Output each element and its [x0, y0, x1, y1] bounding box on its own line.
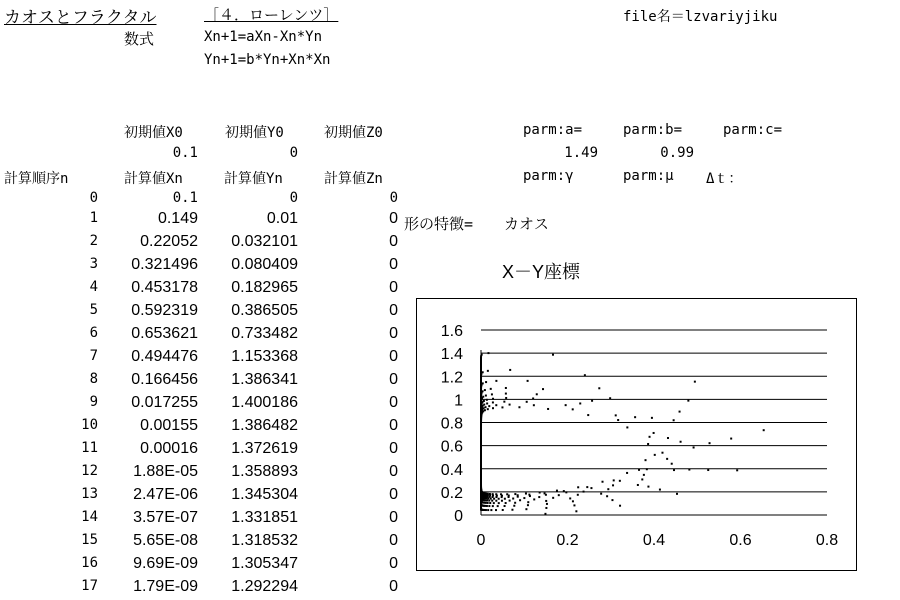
scatter-point: [617, 419, 619, 421]
row-y-cell: 0.032101: [231, 233, 298, 250]
row-n-cell: 7: [89, 348, 98, 364]
scatter-point: [509, 404, 511, 406]
row-z-cell: 0: [389, 210, 398, 227]
scatter-point: [509, 500, 511, 502]
scatter-point: [488, 405, 490, 407]
scatter-point: [634, 416, 636, 418]
scatter-point: [492, 505, 494, 507]
row-y-cell: 1.386482: [231, 417, 298, 434]
scatter-point: [504, 505, 506, 507]
row-n-cell: 12: [81, 463, 98, 479]
scatter-point: [514, 502, 516, 504]
row0-y: 0: [289, 190, 298, 206]
scatter-point: [707, 469, 709, 471]
scatter-point: [492, 407, 494, 409]
scatter-point: [525, 493, 527, 495]
scatter-point: [584, 374, 586, 376]
row-y-cell: 1.153368: [231, 348, 298, 365]
y-tick-label: 0.2: [440, 484, 463, 502]
row-z-cell: 0: [389, 394, 398, 411]
row-n-cell: 13: [81, 486, 98, 502]
scatter-point: [511, 509, 513, 511]
scatter-point: [491, 393, 493, 395]
scatter-point: [626, 426, 628, 428]
row-n-cell: 8: [89, 371, 98, 387]
row-x-cell: 0.017255: [131, 394, 198, 411]
scatter-point: [736, 469, 738, 471]
parm-mu-label: parm:μ: [623, 168, 674, 184]
row-n-cell: 1: [89, 210, 98, 226]
row-x-cell: 0.494476: [131, 348, 198, 365]
scatter-point: [487, 408, 489, 410]
scatter-point: [533, 404, 535, 406]
row0-n: 0: [89, 190, 98, 206]
scatter-point: [517, 494, 519, 496]
scatter-point: [619, 480, 621, 482]
row-x-cell: 0.453178: [131, 279, 198, 296]
scatter-point: [485, 509, 487, 511]
scatter-point: [569, 497, 571, 499]
row-z-cell: 0: [389, 302, 398, 319]
scatter-point: [659, 489, 661, 491]
scatter-point: [480, 450, 482, 452]
row-n-cell: 15: [81, 532, 98, 548]
formula-label: 数式: [124, 31, 155, 48]
x0-label: 初期値X0: [124, 125, 183, 141]
scatter-point: [647, 443, 649, 445]
scatter-point: [649, 436, 651, 438]
scatter-point: [590, 487, 592, 489]
scatter-point: [487, 370, 489, 372]
scatter-point: [693, 446, 695, 448]
scatter-point: [513, 505, 515, 507]
row-z-cell: 0: [389, 509, 398, 526]
scatter-point: [495, 493, 497, 495]
scatter-point: [539, 492, 541, 494]
scatter-point: [484, 389, 486, 391]
row-y-cell: 1.318532: [231, 532, 298, 549]
row-z-cell: 0: [389, 348, 398, 365]
parm-b-value[interactable]: 0.99: [660, 145, 694, 161]
scatter-point: [577, 486, 579, 488]
scatter-point: [491, 500, 493, 502]
scatter-point: [490, 509, 492, 511]
scatter-point: [542, 388, 544, 390]
scatter-point: [492, 493, 494, 495]
scatter-point: [661, 452, 663, 454]
header-xn: 計算値Xn: [124, 171, 183, 187]
feature-value: カオス: [504, 215, 549, 233]
scatter-point: [647, 486, 649, 488]
scatter-point: [514, 493, 516, 495]
scatter-point: [673, 469, 675, 471]
row-n-cell: 11: [81, 440, 98, 456]
row-x-cell: 1.79E-09: [133, 578, 198, 595]
scatter-point: [615, 414, 617, 416]
scatter-point: [498, 502, 500, 504]
scatter-point: [523, 497, 525, 499]
header-yn: 計算値Yn: [224, 171, 283, 187]
row-n-cell: 14: [81, 509, 98, 525]
row-n-cell: 5: [89, 302, 98, 318]
row-x-cell: 0.321496: [131, 256, 198, 273]
scatter-point: [545, 507, 547, 509]
scatter-point: [486, 499, 488, 501]
scatter-point: [527, 501, 529, 503]
y-tick-label: 0.4: [440, 461, 463, 479]
scatter-point: [505, 393, 507, 395]
row0-z: 0: [389, 190, 398, 206]
scatter-point: [493, 498, 495, 500]
scatter-point: [613, 479, 615, 481]
scatter-point: [626, 472, 628, 474]
scatter-point: [612, 484, 614, 486]
scatter-point: [498, 498, 500, 500]
row-x-cell: 1.88E-05: [133, 463, 198, 480]
parm-gamma-label: parm:γ: [523, 168, 574, 184]
row-z-cell: 0: [389, 463, 398, 480]
scatter-point: [694, 381, 696, 383]
scatter-point: [579, 402, 581, 404]
scatter-point: [485, 406, 487, 408]
scatter-point: [489, 502, 491, 504]
scatter-point: [575, 510, 577, 512]
scatter-point: [602, 481, 604, 483]
scatter-point: [609, 397, 611, 399]
scatter-point: [673, 419, 675, 421]
row-y-cell: 0.01: [266, 210, 298, 227]
scatter-point: [505, 387, 507, 389]
scatter-point: [572, 408, 574, 410]
x-tick-label: 0.8: [815, 532, 839, 549]
scatter-point: [577, 494, 579, 496]
dt-label: Δｔ：: [706, 171, 743, 187]
row-y-cell: 1.292294: [231, 578, 298, 595]
scatter-point: [671, 463, 673, 465]
parm-a-value[interactable]: 1.49: [564, 145, 598, 161]
scatter-point: [527, 504, 529, 506]
scatter-point: [730, 438, 732, 440]
section-title: ［４．ローレンツ］: [204, 6, 339, 24]
scatter-point: [485, 395, 487, 397]
scatter-point: [591, 400, 593, 402]
scatter-point: [485, 502, 487, 504]
scatter-point: [518, 406, 520, 408]
scatter-point: [500, 493, 502, 495]
row-x-cell: 9.69E-09: [133, 555, 198, 572]
scatter-point: [552, 354, 554, 356]
scatter-point: [526, 401, 528, 403]
formula-x: Xn+1=aXn-Xn*Yn: [204, 29, 323, 45]
feature-label: 形の特徴=: [404, 215, 474, 233]
row-n-cell: 10: [81, 417, 98, 433]
scatter-point: [536, 393, 538, 395]
row-y-cell: 1.400186: [231, 394, 298, 411]
y0-label: 初期値Y0: [225, 125, 284, 141]
scatter-point: [641, 478, 643, 480]
scatter-point: [565, 491, 567, 493]
scatter-point: [606, 495, 608, 497]
y-tick-label: 1: [454, 392, 463, 410]
scatter-point: [504, 498, 506, 500]
row-y-cell: 1.305347: [231, 555, 298, 572]
scatter-point: [763, 429, 765, 431]
scatter-point: [643, 474, 645, 476]
scatter-point: [493, 502, 495, 504]
scatter-point: [556, 490, 558, 492]
scatter-point: [492, 401, 494, 403]
x-tick-label: 0.2: [556, 532, 579, 549]
row-y-cell: 0.386505: [231, 302, 298, 319]
scatter-point: [488, 505, 490, 507]
scatter-point: [527, 380, 529, 382]
scatter-point: [490, 498, 492, 500]
scatter-point: [492, 398, 494, 400]
row-x-cell: 0.653621: [131, 325, 198, 342]
scatter-point: [583, 491, 585, 493]
scatter-point: [519, 499, 521, 501]
scatter-point: [488, 500, 490, 502]
row-y-cell: 0.080409: [231, 256, 298, 273]
row-y-cell: 1.345304: [231, 486, 298, 503]
row-x-cell: 0.149: [157, 210, 198, 227]
scatter-point: [525, 508, 527, 510]
scatter-point: [619, 505, 621, 507]
y-tick-label: 0.8: [440, 415, 463, 433]
scatter-chart[interactable]: [416, 298, 857, 571]
scatter-point: [563, 490, 565, 492]
scatter-point: [533, 498, 535, 500]
scatter-point: [502, 509, 504, 511]
scatter-point: [666, 458, 668, 460]
scatter-point: [532, 397, 534, 399]
scatter-point: [503, 401, 505, 403]
row-z-cell: 0: [389, 440, 398, 457]
scatter-point: [653, 432, 655, 434]
scatter-point: [638, 469, 640, 471]
scatter-point: [501, 406, 503, 408]
scatter-point: [587, 414, 589, 416]
scatter-point: [495, 500, 497, 502]
scatter-point: [680, 441, 682, 443]
scatter-point: [497, 505, 499, 507]
parm-c-label: parm:c=: [723, 122, 783, 138]
scatter-point: [607, 488, 609, 490]
scatter-point: [487, 493, 489, 495]
formula-y: Yn+1=b*Yn+Xn*Xn: [204, 52, 331, 68]
row-x-cell: 0.00155: [140, 417, 198, 434]
scatter-point: [709, 442, 711, 444]
scatter-point: [490, 388, 492, 390]
row-n-cell: 2: [89, 233, 98, 249]
scatter-point: [598, 387, 600, 389]
scatter-point: [651, 417, 653, 419]
row-n-cell: 9: [89, 394, 98, 410]
row-z-cell: 0: [389, 256, 398, 273]
scatter-point: [565, 404, 567, 406]
row-y-cell: 1.386341: [231, 371, 298, 388]
scatter-point: [667, 437, 669, 439]
scatter-point: [545, 500, 547, 502]
x-tick-label: 0: [476, 532, 486, 549]
row-x-cell: 0.00016: [140, 440, 198, 457]
row-n-cell: 17: [81, 578, 98, 594]
scatter-point: [486, 505, 488, 507]
scatter-point: [489, 493, 491, 495]
scatter-point: [501, 500, 503, 502]
row-n-cell: 16: [81, 555, 98, 571]
row-z-cell: 0: [389, 578, 398, 595]
scatter-point: [528, 494, 530, 496]
scatter-point: [547, 408, 549, 410]
scatter-point: [546, 503, 548, 505]
scatter-point: [487, 352, 489, 354]
row-x-cell: 0.166456: [131, 371, 198, 388]
scatter-point: [544, 513, 546, 515]
scatter-point: [679, 411, 681, 413]
scatter-point: [484, 505, 486, 507]
scatter-point: [552, 497, 554, 499]
row-z-cell: 0: [389, 532, 398, 549]
row-z-cell: 0: [389, 486, 398, 503]
row-n-cell: 4: [89, 279, 98, 295]
chart-plot: [417, 299, 858, 572]
scatter-point: [487, 502, 489, 504]
y-tick-label: 1.6: [440, 323, 463, 340]
scatter-point: [573, 504, 575, 506]
row0-x: 0.1: [172, 190, 198, 206]
header-zn: 計算値Zn: [324, 171, 383, 187]
row-z-cell: 0: [389, 371, 398, 388]
scatter-point: [486, 402, 488, 404]
scatter-point: [586, 486, 588, 488]
scatter-point: [538, 496, 540, 498]
scatter-point: [495, 509, 497, 511]
scatter-point: [558, 494, 560, 496]
scatter-point: [544, 492, 546, 494]
parm-b-label: parm:b=: [623, 122, 683, 138]
row-z-cell: 0: [389, 233, 398, 250]
scatter-point: [688, 469, 690, 471]
parm-a-label: parm:a=: [523, 122, 583, 138]
scatter-point: [485, 381, 487, 383]
row-z-cell: 0: [389, 555, 398, 572]
row-x-cell: 2.47E-06: [133, 486, 198, 503]
row-z-cell: 0: [389, 325, 398, 342]
row-y-cell: 1.358893: [231, 463, 298, 480]
chart-title: X－Y座標: [502, 262, 581, 282]
x-tick-label: 0.6: [729, 532, 752, 549]
scatter-point: [505, 397, 507, 399]
y-tick-label: 0.6: [440, 438, 463, 456]
scatter-point: [486, 399, 488, 401]
row-n-cell: 6: [89, 325, 98, 341]
row-x-cell: 5.65E-08: [133, 532, 198, 549]
scatter-point: [637, 484, 639, 486]
scatter-point: [572, 500, 574, 502]
row-z-cell: 0: [389, 417, 398, 434]
row-x-cell: 0.592319: [131, 302, 198, 319]
row-y-cell: 0.182965: [231, 279, 298, 296]
header-n: 計算順序n: [4, 171, 69, 187]
scatter-point: [645, 459, 647, 461]
scatter-point: [495, 404, 497, 406]
row-z-cell: 0: [389, 279, 398, 296]
scatter-point: [600, 493, 602, 495]
scatter-point: [512, 498, 514, 500]
y0-value[interactable]: 0: [289, 145, 298, 161]
file-name: file名＝lzvariyjiku: [623, 9, 778, 25]
scatter-point: [654, 454, 656, 456]
scatter-point: [495, 380, 497, 382]
scatter-point: [646, 468, 648, 470]
scatter-point: [676, 493, 678, 495]
y-tick-label: 1.2: [440, 369, 463, 387]
row-x-cell: 0.22052: [140, 233, 198, 250]
y-tick-label: 1.4: [440, 346, 463, 364]
x-tick-label: 0.4: [642, 532, 666, 549]
scatter-point: [505, 502, 507, 504]
row-y-cell: 1.331851: [231, 509, 298, 526]
row-n-cell: 3: [89, 256, 98, 272]
scatter-point: [687, 400, 689, 402]
scatter-point: [487, 509, 489, 511]
scatter-point: [506, 493, 508, 495]
z0-label: 初期値Z0: [324, 125, 383, 141]
scatter-point: [509, 369, 511, 371]
row-y-cell: 1.372619: [231, 440, 298, 457]
y-tick-label: 0: [454, 508, 463, 525]
row-x-cell: 3.57E-07: [133, 509, 198, 526]
row-y-cell: 0.733482: [231, 325, 298, 342]
scatter-point: [611, 499, 613, 501]
x0-value[interactable]: 0.1: [172, 145, 198, 161]
app-title: カオスとフラクタル: [4, 8, 157, 27]
